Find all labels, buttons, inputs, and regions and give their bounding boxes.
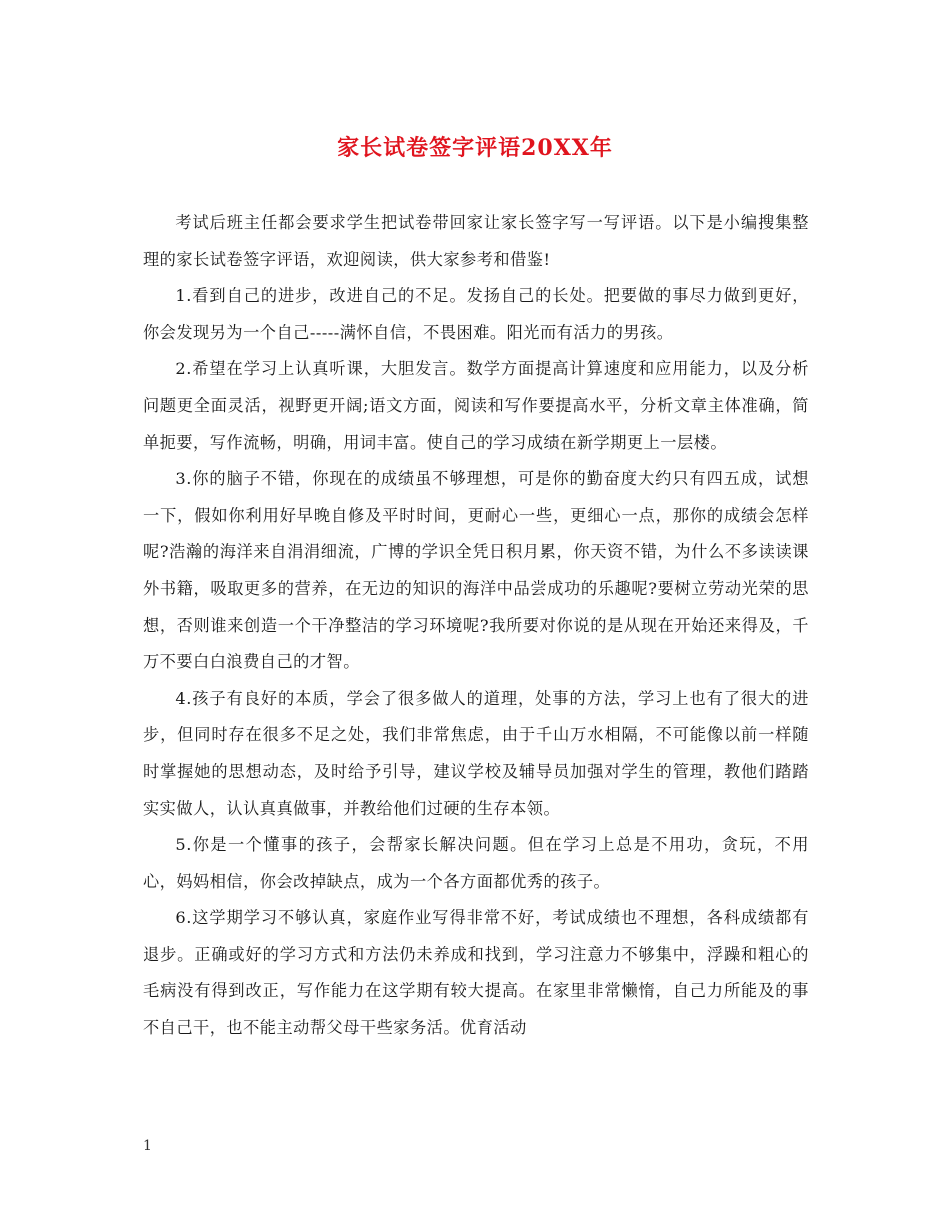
document-title: 家长试卷签字评语20XX年 xyxy=(337,135,613,161)
comment-paragraph-3: 3.你的脑子不错，你现在的成绩虽不够理想，可是你的勤奋度大约只有四五成，试想一下，假如你利用好早晚自修及平时时间，更耐心一些，更细心一点，那你的成绩会怎样呢?浩瀚的海洋来自涓涓细流，广博的学识全凭日积月累，你天资不错，为什么不多读读课外书籍，吸取更多的营养，在无边的知识的海洋中品尝成功的乐趣呢?要树立劳动光荣的思想，否则谁来创造一个干净整洁的学习环境呢?我所要对你说的是从现在开始还来得及，千万不要白白浪费自己的才智。 xyxy=(143,469,809,672)
comment-paragraph-2: 2.希望在学习上认真听课，大胆发言。数学方面提高计算速度和应用能力，以及分析问题更全面灵活，视野更开阔;语文方面，阅读和写作要提高水平，分析文章主体准确，简单扼要，写作流畅，明确，用词丰富。使自己的学习成绩在新学期更上一层楼。 xyxy=(143,359,809,452)
comment-paragraph-6: 6.这学期学习不够认真，家庭作业写得非常不好，考试成绩也不理想，各科成绩都有退步。正确或好的学习方式和方法仍未养成和找到，学习注意力不够集中，浮躁和粗心的毛病没有得到改正，写作能力在这学期有较大提高。在家里非常懒惰，自己力所能及的事不自己干，也不能主动帮父母干些家务活。优育活动 xyxy=(143,908,809,1038)
intro-paragraph: 考试后班主任都会要求学生把试卷带回家让家长签字写一写评语。以下是小编搜集整理的家长试卷签字评语，欢迎阅读，供大家参考和借鉴! xyxy=(143,213,809,269)
page-number: 1 xyxy=(143,1138,152,1154)
document-body xyxy=(143,205,809,1047)
comment-paragraph-1: 1.看到自己的进步，改进自己的不足。发扬自己的长处。把要做的事尽力做到更好，你会发现另为一个自己-----满怀自信，不畏困难。阳光而有活力的男孩。 xyxy=(143,286,809,342)
comment-paragraph-5: 5.你是一个懂事的孩子，会帮家长解决问题。但在学习上总是不用功，贪玩，不用心，妈妈相信，你会改掉缺点，成为一个各方面都优秀的孩子。 xyxy=(143,835,809,891)
comment-paragraph-4: 4.孩子有良好的本质，学会了很多做人的道理，处事的方法，学习上也有了很大的进步，但同时存在很多不足之处，我们非常焦虑，由于千山万水相隔，不可能像以前一样随时掌握她的思想动态，及时给予引导，建议学校及辅导员加强对学生的管理，教他们踏踏实实做人，认认真真做事，并教给他们过硬的生存本领。 xyxy=(143,688,809,818)
